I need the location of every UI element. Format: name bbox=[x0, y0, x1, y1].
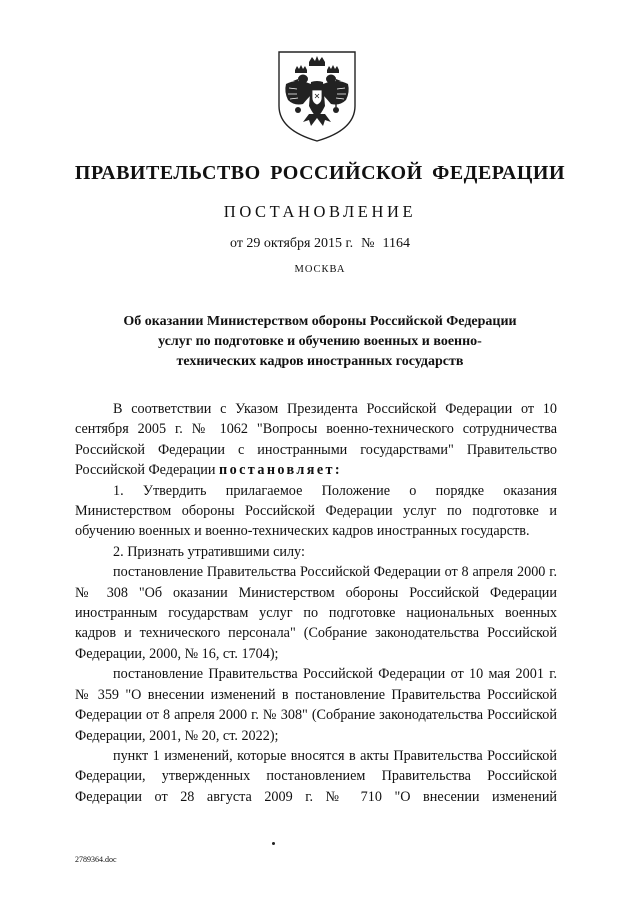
government-title: ПРАВИТЕЛЬСТВО РОССИЙСКОЙ ФЕДЕРАЦИИ bbox=[74, 162, 566, 184]
subject-line: Об оказании Министерством обороны Российской Федерации bbox=[123, 314, 517, 329]
paragraph-repeal-2: постановление Правительства Российской Федерации от 10 мая 2001 г. № 359 "О внесении изменений в постановление Правительства Российской Федерации от 8 апреля 2000 г. № 308" (Собрание законодательства Российской Федерации, 2001, № 20, ст. 2022); bbox=[75, 666, 557, 744]
document-number: 1164 bbox=[382, 236, 410, 251]
subject-line: технических кадров иностранных государств bbox=[176, 354, 464, 369]
subject-line: услуг по подготовке и обучению военных и военно- bbox=[158, 334, 482, 349]
document-date-line bbox=[0, 236, 640, 252]
paragraph-item-1: 1. Утвердить прилагаемое Положение о порядке оказания Министерством обороны Российской Федерации услуг по подготовке и обучению военных и военно-технических кадров иностранных государств. bbox=[75, 482, 557, 540]
city-name: МОСКВА bbox=[294, 264, 346, 275]
document-file-code: 2789364.doc bbox=[75, 855, 117, 864]
document-subject bbox=[90, 312, 550, 372]
page-mark bbox=[272, 842, 275, 845]
document-type: ПОСТАНОВЛЕНИЕ bbox=[223, 202, 417, 221]
number-sign: № bbox=[361, 236, 375, 251]
resolves-word: постановляет: bbox=[219, 462, 343, 479]
paragraph-item-2: 2. Признать утратившими силу: bbox=[113, 543, 305, 560]
paragraph-preamble bbox=[75, 399, 557, 481]
document-date: от 29 октября 2015 г. bbox=[230, 236, 354, 251]
paragraph-repeal-1: постановление Правительства Российской Федерации от 8 апреля 2000 г. № 308 "Об оказании Министерством обороны Российской Федерации иностранным государствам услуг по подготовке национальных военных кадров и технического персонала" (Собрание законодательства Российской Федерации, 2000, № 16, ст. 1704); bbox=[75, 564, 557, 662]
preamble-text: В соответствии с Указом Президента Российской Федерации от 10 сентября 2005 г. № 1062 "Вопросы военно-технического сотрудничества Российской Федерации с иностранными государствами" Правительство Российской Федерации bbox=[75, 401, 557, 479]
document-body bbox=[75, 399, 557, 807]
paragraph-repeal-3: пункт 1 изменений, которые вносятся в акты Правительства Российской Федерации, утвержденных постановлением Правительства Российской Федерации от 28 августа 2009 г. № 710 "О внесении изменений bbox=[75, 747, 557, 805]
russian-coat-of-arms-icon bbox=[275, 48, 359, 144]
